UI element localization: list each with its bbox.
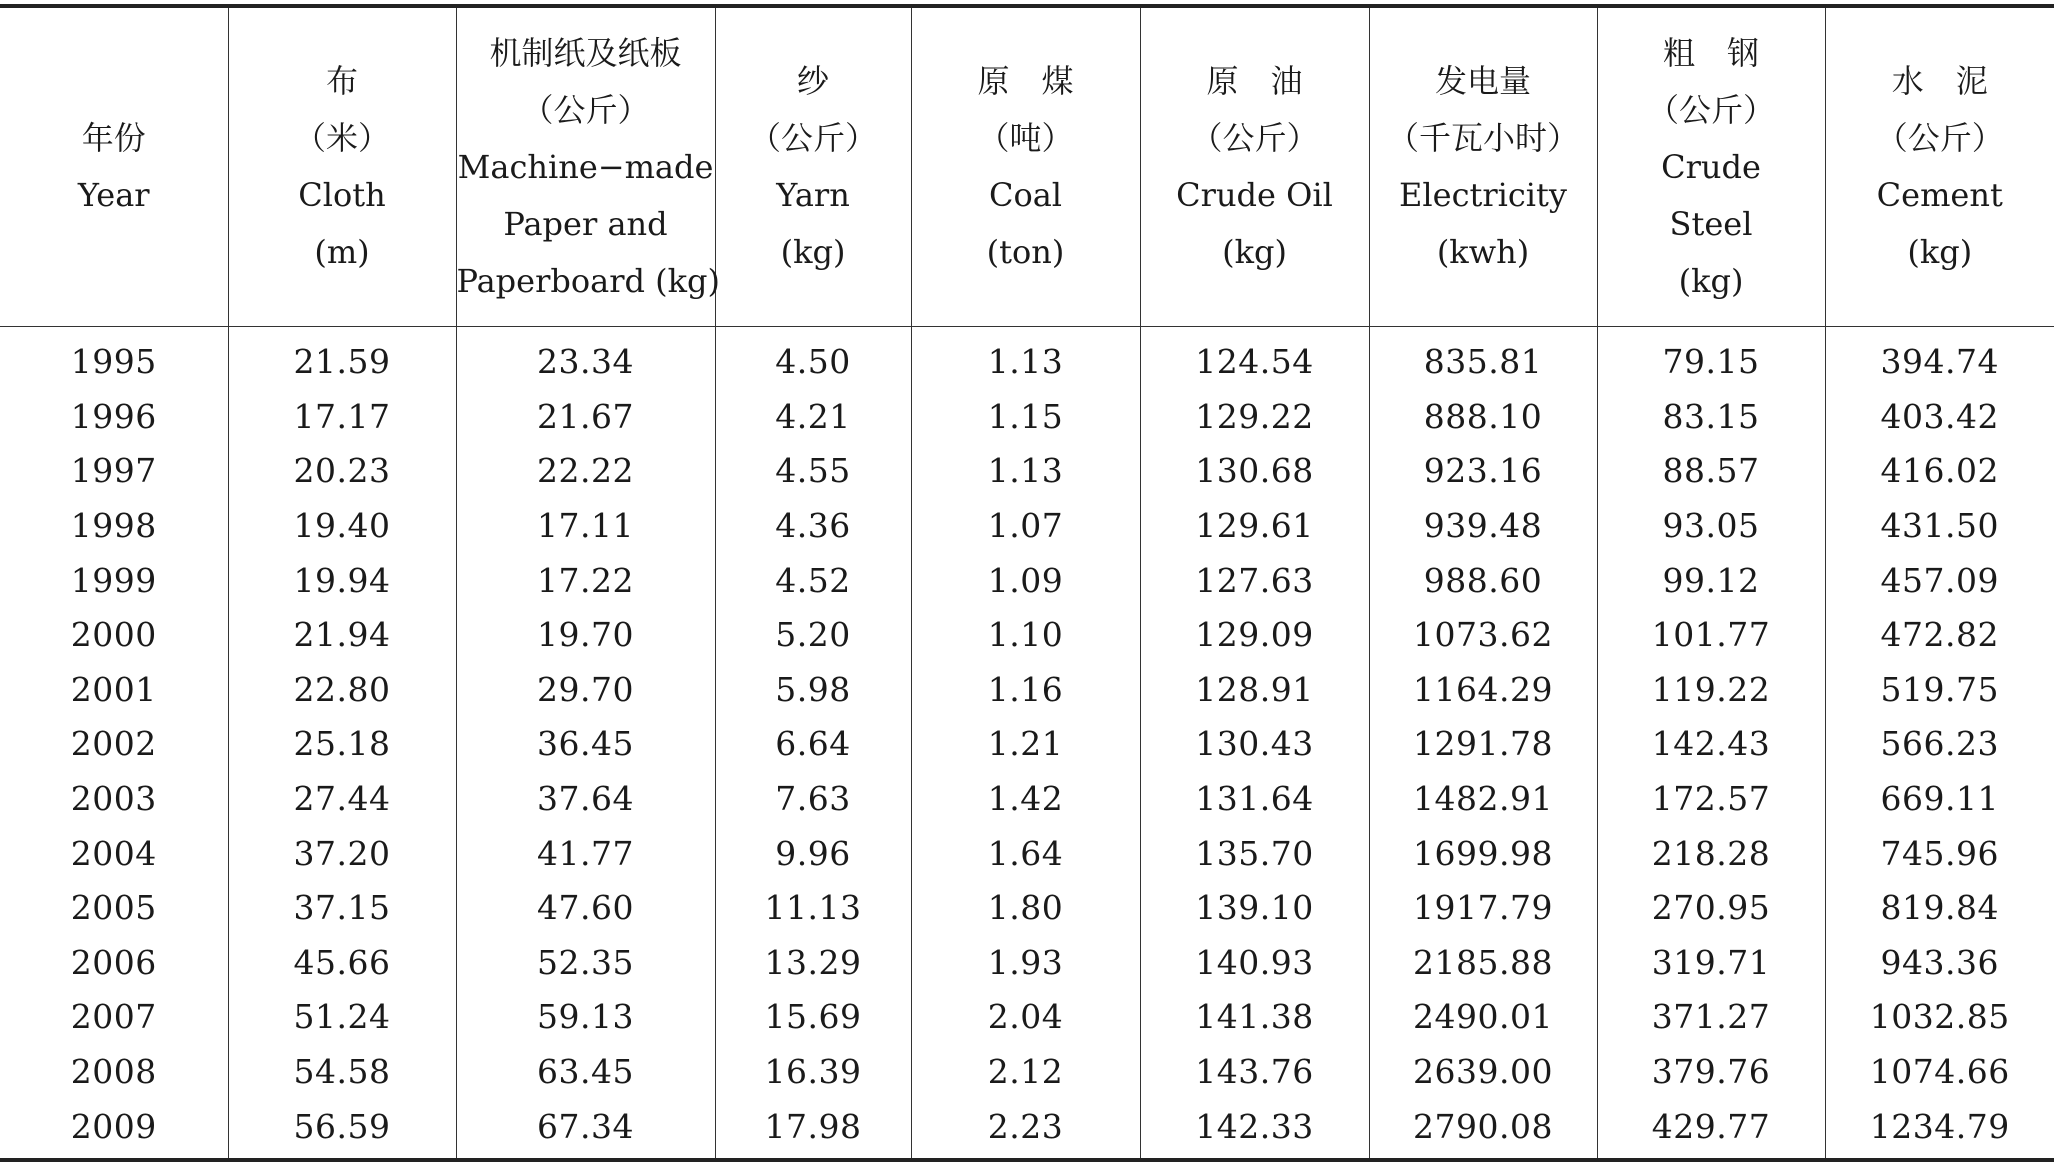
cell-crude-oil: 142.33: [1140, 1099, 1369, 1160]
cell-yarn: 17.98: [715, 1099, 911, 1160]
cell-year: 2000: [0, 608, 228, 663]
cell-year: 2003: [0, 772, 228, 827]
cell-cloth: 21.94: [228, 608, 456, 663]
column-header-line: （米）: [229, 110, 456, 167]
table-row: [0, 663, 2054, 718]
header-row: [0, 6, 2054, 327]
cell-yarn: 5.20: [715, 608, 911, 663]
cell-crude-oil: 127.63: [1140, 553, 1369, 608]
cell-crude-steel: 172.57: [1597, 772, 1825, 827]
cell-coal: 2.12: [911, 1045, 1140, 1100]
cell-cloth: 21.59: [228, 327, 456, 390]
cell-year: 2001: [0, 663, 228, 718]
cell-paper: 22.22: [456, 444, 715, 499]
cell-cloth: 45.66: [228, 936, 456, 991]
column-header-crude-steel: [1597, 6, 1825, 327]
column-header-line: Crude: [1598, 139, 1825, 196]
cell-coal: 1.21: [911, 717, 1140, 772]
cell-crude-oil: 129.09: [1140, 608, 1369, 663]
cell-year: 1996: [0, 390, 228, 445]
cell-coal: 1.64: [911, 826, 1140, 881]
cell-coal: 1.07: [911, 499, 1140, 554]
cell-crude-oil: 135.70: [1140, 826, 1369, 881]
table-row: [0, 990, 2054, 1045]
table-row: [0, 826, 2054, 881]
cell-crude-oil: 140.93: [1140, 936, 1369, 991]
column-header-cloth: [228, 6, 456, 327]
column-header-line: （千瓦小时）: [1370, 110, 1597, 167]
cell-crude-oil: 130.68: [1140, 444, 1369, 499]
cell-cement: 457.09: [1825, 553, 2054, 608]
column-header-paper: [456, 6, 715, 327]
cell-crude-steel: 83.15: [1597, 390, 1825, 445]
cell-electricity: 1482.91: [1369, 772, 1597, 827]
table-row: [0, 936, 2054, 991]
cell-year: 2009: [0, 1099, 228, 1160]
cell-year: 1999: [0, 553, 228, 608]
cell-yarn: 7.63: [715, 772, 911, 827]
cell-year: 2006: [0, 936, 228, 991]
cell-crude-oil: 141.38: [1140, 990, 1369, 1045]
cell-electricity: 2185.88: [1369, 936, 1597, 991]
cell-crude-oil: 128.91: [1140, 663, 1369, 718]
column-header-line: 原 油: [1141, 53, 1369, 110]
column-header-coal: [911, 6, 1140, 327]
cell-electricity: 923.16: [1369, 444, 1597, 499]
column-header-line: 机制纸及纸板: [457, 25, 715, 82]
column-header-line: Crude Oil: [1141, 167, 1369, 224]
cell-crude-steel: 142.43: [1597, 717, 1825, 772]
column-header-line: 纱: [716, 53, 911, 110]
cell-electricity: 1164.29: [1369, 663, 1597, 718]
cell-yarn: 13.29: [715, 936, 911, 991]
cell-electricity: 1291.78: [1369, 717, 1597, 772]
cell-yarn: 4.36: [715, 499, 911, 554]
cell-crude-steel: 371.27: [1597, 990, 1825, 1045]
cell-cement: 669.11: [1825, 772, 2054, 827]
cell-coal: 1.13: [911, 444, 1140, 499]
cell-crude-steel: 79.15: [1597, 327, 1825, 390]
column-header-line: Cement: [1826, 167, 2054, 224]
column-header-line: 发电量: [1370, 53, 1597, 110]
cell-cement: 394.74: [1825, 327, 2054, 390]
cell-cement: 1234.79: [1825, 1099, 2054, 1160]
column-header-line: (m): [229, 224, 456, 281]
table-row: [0, 717, 2054, 772]
cell-paper: 52.35: [456, 936, 715, 991]
cell-cloth: 17.17: [228, 390, 456, 445]
cell-crude-steel: 119.22: [1597, 663, 1825, 718]
column-header-line: （吨）: [912, 110, 1140, 167]
cell-electricity: 1699.98: [1369, 826, 1597, 881]
cell-paper: 59.13: [456, 990, 715, 1045]
column-header-line: （公斤）: [716, 110, 911, 167]
column-header-line: Cloth: [229, 167, 456, 224]
cell-electricity: 1917.79: [1369, 881, 1597, 936]
cell-electricity: 2490.01: [1369, 990, 1597, 1045]
cell-paper: 63.45: [456, 1045, 715, 1100]
cell-year: 1997: [0, 444, 228, 499]
column-header-line: 原 煤: [912, 53, 1140, 110]
cell-cement: 1074.66: [1825, 1045, 2054, 1100]
cell-yarn: 4.21: [715, 390, 911, 445]
column-header-line: Paperboard (kg): [457, 253, 715, 310]
cell-coal: 2.04: [911, 990, 1140, 1045]
cell-electricity: 939.48: [1369, 499, 1597, 554]
cell-crude-steel: 218.28: [1597, 826, 1825, 881]
column-header-line: 水 泥: [1826, 53, 2054, 110]
cell-coal: 1.93: [911, 936, 1140, 991]
table-row: [0, 553, 2054, 608]
cell-electricity: 1073.62: [1369, 608, 1597, 663]
cell-cloth: 37.20: [228, 826, 456, 881]
table-body: [0, 327, 2054, 1160]
table-row: [0, 1045, 2054, 1100]
column-header-line: (kg): [716, 224, 911, 281]
cell-paper: 47.60: [456, 881, 715, 936]
column-header-line: Machine−made: [457, 139, 715, 196]
column-header-line: (kwh): [1370, 224, 1597, 281]
per-capita-output-table: [0, 4, 2054, 1162]
cell-electricity: 2790.08: [1369, 1099, 1597, 1160]
cell-coal: 1.13: [911, 327, 1140, 390]
column-header-line: （公斤）: [1826, 110, 2054, 167]
cell-coal: 2.23: [911, 1099, 1140, 1160]
cell-crude-steel: 88.57: [1597, 444, 1825, 499]
cell-cement: 1032.85: [1825, 990, 2054, 1045]
cell-crude-oil: 129.22: [1140, 390, 1369, 445]
cell-paper: 17.22: [456, 553, 715, 608]
cell-year: 1998: [0, 499, 228, 554]
cell-cloth: 27.44: [228, 772, 456, 827]
cell-paper: 36.45: [456, 717, 715, 772]
column-header-line: Year: [0, 167, 228, 224]
cell-cement: 819.84: [1825, 881, 2054, 936]
column-header-crude-oil: [1140, 6, 1369, 327]
cell-yarn: 16.39: [715, 1045, 911, 1100]
cell-cement: 416.02: [1825, 444, 2054, 499]
table-row: [0, 499, 2054, 554]
cell-year: 1995: [0, 327, 228, 390]
column-header-yarn: [715, 6, 911, 327]
cell-paper: 23.34: [456, 327, 715, 390]
cell-coal: 1.16: [911, 663, 1140, 718]
column-header-line: Electricity: [1370, 167, 1597, 224]
cell-cloth: 25.18: [228, 717, 456, 772]
cell-cement: 431.50: [1825, 499, 2054, 554]
column-header-cement: [1825, 6, 2054, 327]
column-header-line: （公斤）: [457, 82, 715, 139]
cell-cloth: 19.94: [228, 553, 456, 608]
cell-paper: 37.64: [456, 772, 715, 827]
cell-cloth: 20.23: [228, 444, 456, 499]
cell-yarn: 15.69: [715, 990, 911, 1045]
cell-coal: 1.15: [911, 390, 1140, 445]
cell-yarn: 4.55: [715, 444, 911, 499]
cell-yarn: 6.64: [715, 717, 911, 772]
cell-year: 2002: [0, 717, 228, 772]
cell-cloth: 54.58: [228, 1045, 456, 1100]
table-row: [0, 1099, 2054, 1160]
column-header-line: (kg): [1598, 253, 1825, 310]
cell-crude-steel: 99.12: [1597, 553, 1825, 608]
cell-crude-oil: 129.61: [1140, 499, 1369, 554]
cell-year: 2008: [0, 1045, 228, 1100]
cell-crude-oil: 131.64: [1140, 772, 1369, 827]
cell-crude-steel: 379.76: [1597, 1045, 1825, 1100]
cell-cement: 943.36: [1825, 936, 2054, 991]
cell-paper: 17.11: [456, 499, 715, 554]
cell-paper: 41.77: [456, 826, 715, 881]
cell-cement: 472.82: [1825, 608, 2054, 663]
cell-cement: 566.23: [1825, 717, 2054, 772]
cell-crude-oil: 139.10: [1140, 881, 1369, 936]
cell-coal: 1.10: [911, 608, 1140, 663]
cell-coal: 1.80: [911, 881, 1140, 936]
cell-electricity: 835.81: [1369, 327, 1597, 390]
cell-yarn: 9.96: [715, 826, 911, 881]
cell-crude-oil: 130.43: [1140, 717, 1369, 772]
cell-electricity: 2639.00: [1369, 1045, 1597, 1100]
column-header-line: (kg): [1826, 224, 2054, 281]
table-row: [0, 444, 2054, 499]
table-row: [0, 390, 2054, 445]
column-header-line: Yarn: [716, 167, 911, 224]
cell-yarn: 11.13: [715, 881, 911, 936]
cell-cloth: 56.59: [228, 1099, 456, 1160]
cell-paper: 67.34: [456, 1099, 715, 1160]
cell-cement: 745.96: [1825, 826, 2054, 881]
column-header-line: 年份: [0, 110, 228, 167]
cell-crude-steel: 270.95: [1597, 881, 1825, 936]
cell-cement: 403.42: [1825, 390, 2054, 445]
cell-paper: 29.70: [456, 663, 715, 718]
cell-year: 2007: [0, 990, 228, 1045]
column-header-line: 布: [229, 53, 456, 110]
cell-yarn: 4.50: [715, 327, 911, 390]
column-header-line: Paper and: [457, 196, 715, 253]
cell-crude-steel: 101.77: [1597, 608, 1825, 663]
column-header-line: Steel: [1598, 196, 1825, 253]
column-header-electricity: [1369, 6, 1597, 327]
cell-electricity: 988.60: [1369, 553, 1597, 608]
table-row: [0, 327, 2054, 390]
cell-cloth: 37.15: [228, 881, 456, 936]
table-row: [0, 772, 2054, 827]
cell-cloth: 22.80: [228, 663, 456, 718]
cell-crude-steel: 429.77: [1597, 1099, 1825, 1160]
table-header: [0, 6, 2054, 327]
cell-coal: 1.09: [911, 553, 1140, 608]
cell-yarn: 4.52: [715, 553, 911, 608]
column-header-line: (ton): [912, 224, 1140, 281]
column-header-line: Coal: [912, 167, 1140, 224]
column-header-line: 粗 钢: [1598, 25, 1825, 82]
cell-crude-steel: 319.71: [1597, 936, 1825, 991]
cell-year: 2004: [0, 826, 228, 881]
cell-paper: 19.70: [456, 608, 715, 663]
cell-cloth: 19.40: [228, 499, 456, 554]
table-row: [0, 608, 2054, 663]
table-row: [0, 881, 2054, 936]
cell-cloth: 51.24: [228, 990, 456, 1045]
cell-crude-oil: 143.76: [1140, 1045, 1369, 1100]
cell-crude-oil: 124.54: [1140, 327, 1369, 390]
column-header-line: （公斤）: [1598, 82, 1825, 139]
column-header-line: （公斤）: [1141, 110, 1369, 167]
cell-yarn: 5.98: [715, 663, 911, 718]
cell-year: 2005: [0, 881, 228, 936]
cell-cement: 519.75: [1825, 663, 2054, 718]
cell-crude-steel: 93.05: [1597, 499, 1825, 554]
column-header-year: [0, 6, 228, 327]
cell-paper: 21.67: [456, 390, 715, 445]
cell-coal: 1.42: [911, 772, 1140, 827]
cell-electricity: 888.10: [1369, 390, 1597, 445]
column-header-line: (kg): [1141, 224, 1369, 281]
